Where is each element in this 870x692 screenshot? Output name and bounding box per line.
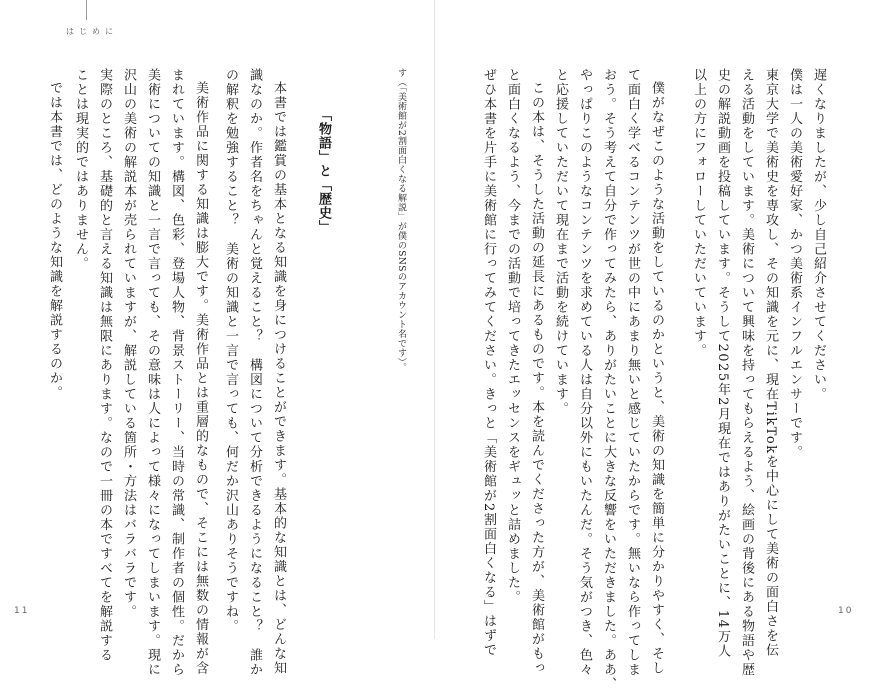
text-line: まれています。構図、色彩、登場人物、背景ストーリー、当時の常識、制作者の個性。だから [169, 68, 184, 677]
text-line: て面白く学べるコンテンツが世の中にあまり無いと感じていたからです。無いなら作ってしま [625, 68, 640, 677]
continuation-line: す（「美術館が2割面白くなる解説」が僕のSNSのアカウント名です）。 [396, 68, 406, 372]
text-line: 実際のところ、基礎的と言える知識は無限にあります。なので一冊の本ですべてを解説する [97, 68, 112, 663]
text-line: では本書では、どのような知識を解説するのか。 [47, 81, 62, 400]
text-line: 史の解説動画を投稿しています。そうして2025年2月現在ではありがたいことに、14万人 [715, 68, 730, 659]
text-line: 本書では鑑賞の基本となる知識を身につけることができます。基本的な知識とは、どんな知 [271, 81, 286, 676]
text-line: える活動をしています。美術について興味を持ってもらえるよう、絵画の背後にある物語や歴 [739, 68, 754, 677]
page-number-right: 10 [838, 606, 854, 616]
text-line: ことは現実的ではありません。 [73, 68, 88, 271]
text-line: 識なのか。作者名をちゃんと覚えること？ 構図について分析できるようになること？ 誰か [247, 68, 262, 677]
text-line: 僕がなぜこのような活動をしているのかというと、美術の知識を簡単に分かりやすく、そし [649, 81, 664, 676]
header-rule [86, 0, 87, 20]
text-line: やっぱりこのようなコンテンツを求めている人は自分以外にもいたんだ。そう気がつき、色々 [577, 68, 592, 677]
text-line: と面白くなるよう、今までの活動で培ってきたエッセンスをギュッと詰めました。 [505, 68, 520, 605]
text-line: 僕は一人の美術愛好家、かつ美術系インフルエンサーです。 [787, 68, 802, 460]
text-line: 東京大学で美術史を専攻し、その知識を元に、現在TikTokを中心にして美術の面白さを伝 [763, 68, 778, 658]
text-line: 美術についての知識と一言で言っても、その意味は人によって様々になってしまいます。現に [145, 68, 160, 677]
page-number-left: 11 [14, 606, 30, 616]
section-heading: 「物語」と「歴史」 [316, 108, 331, 234]
text-line: 以上の方にフォローしていただいています。 [691, 68, 706, 358]
running-head: はじめに [66, 27, 118, 36]
text-line: 遅くなりましたが、少し自己紹介させてください。 [811, 68, 826, 402]
text-line: の解釈を勉強すること？ 美術の知識と一言で言っても、何だか沢山ありそうですね。 [223, 68, 238, 634]
text-line: 美術作品に関する知識は膨大です。美術作品とは重層的なもので、そこには無数の情報が含 [193, 81, 208, 676]
gutter [434, 0, 435, 639]
text-line: 沢山の美術の解説本が売られていますが、解説している箇所・方法はバラバラです。 [121, 68, 136, 619]
text-line: おう。そう考えて自分で作ってみたら、ありがたいことに大きな反響をいただきました。ああ、 [601, 68, 616, 692]
text-line: と応援していただいて現在まで活動を続けています。 [553, 68, 568, 416]
text-line: この本は、そうした活動の延長にあるものです。本を読んでくださった方が、美術館がもっ [529, 81, 544, 676]
text-line: ぜひ本書を片手に美術館に行ってみてください。きっと「美術館が2割面白くなる」はずで [481, 68, 496, 658]
